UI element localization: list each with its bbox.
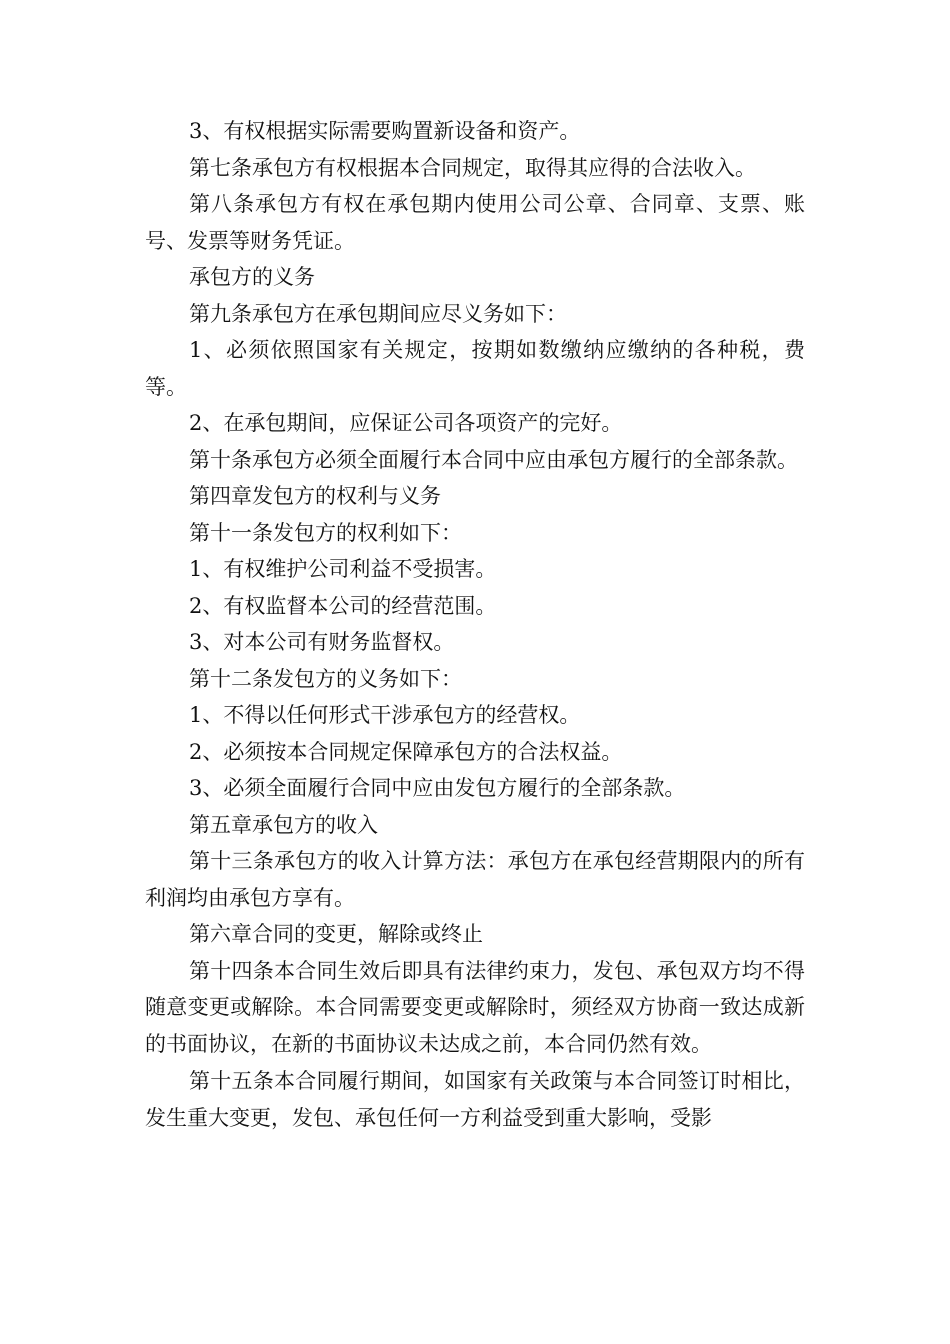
paragraph: 第八条承包方有权在承包期内使用公司公章、合同章、支票、账号、发票等财务凭证。 [145,192,805,253]
paragraph: 第十三条承包方的收入计算方法：承包方在承包经营期限内的所有利润均由承包方享有。 [145,849,805,910]
paragraph: 第七条承包方有权根据本合同规定，取得其应得的合法收入。 [189,155,756,180]
paragraph: 第十四条本合同生效后即具有法律约束力，发包、承包双方均不得随意变更或解除。本合同需要变更或解除时，须经双方协商一致达成新的书面协议，在新的书面协议未达成之前，本合同仍然有效。 [145,958,805,1056]
document-page [145,113,805,1136]
list-item: 2、在承包期间，应保证公司各项资产的完好。 [189,411,623,435]
chapter-heading: 第五章承包方的收入 [189,812,378,837]
paragraph: 第十条承包方必须全面履行本合同中应由承包方履行的全部条款。 [189,447,798,472]
section-heading: 承包方的义务 [189,265,315,289]
paragraph: 第十五条本合同履行期间，如国家有关政策与本合同签订时相比，发生重大变更，发包、承包任何一方利益受到重大影响，受影 [145,1069,805,1130]
list-item: 2、必须按本合同规定保障承包方的合法权益。 [189,739,623,764]
list-item: 3、必须全面履行合同中应由发包方履行的全部条款。 [189,776,686,800]
list-item: 1、必须依照国家有关规定，按期如数缴纳应缴纳的各种税，费等。 [145,338,805,399]
paragraph: 第十一条发包方的权利如下： [189,520,462,545]
chapter-heading: 第六章合同的变更，解除或终止 [189,922,483,946]
list-item: 3、对本公司有财务监督权。 [189,630,455,654]
list-item: 1、有权维护公司利益不受损害。 [189,557,497,581]
paragraph: 第九条承包方在承包期间应尽义务如下： [189,301,567,326]
chapter-heading: 第四章发包方的权利与义务 [189,484,441,508]
paragraph: 3、有权根据实际需要购置新设备和资产。 [189,119,581,143]
paragraph: 第十二条发包方的义务如下： [189,666,462,691]
list-item: 2、有权监督本公司的经营范围。 [189,593,497,618]
list-item: 1、不得以任何形式干涉承包方的经营权。 [189,703,581,727]
